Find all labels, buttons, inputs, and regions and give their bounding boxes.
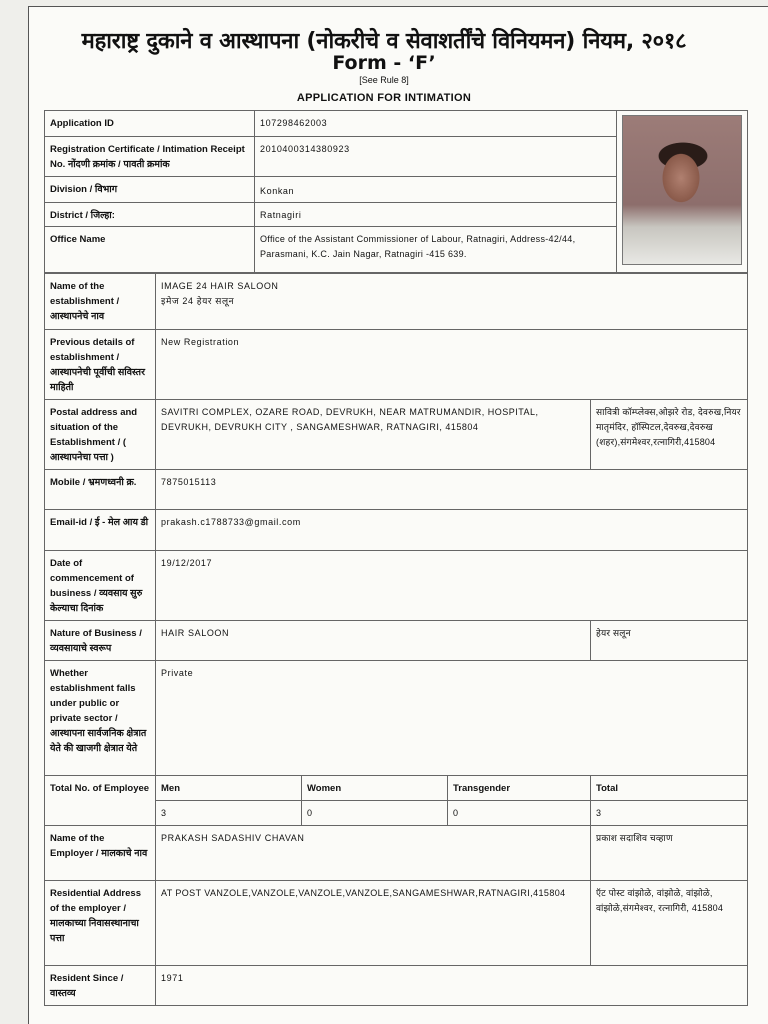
total-employees-label: Total No. of Employee: [45, 776, 156, 826]
photo-cell: [617, 111, 748, 273]
establishment-name-mr: इमेज 24 हेयर सलून: [161, 296, 235, 306]
form-title-marathi: महाराष्ट्र दुकाने व आस्थापना (नोकरीचे व सेवाशर्तींचे विनियमन) नियम, २०१८: [81, 29, 687, 54]
total-header: Total: [591, 776, 748, 801]
office-name-label: Office Name: [45, 227, 255, 273]
business-nature-label: Nature of Business / व्यवसायाचे स्वरूप: [45, 621, 156, 661]
transgender-header: Transgender: [448, 776, 591, 801]
form-name: Form - ‘F’: [332, 52, 436, 74]
residential-address-en: AT POST VANZOLE,VANZOLE,VANZOLE,VANZOLE,SANGAMESHWAR,RATNAGIRI,415804: [156, 881, 591, 966]
women-count: 0: [302, 801, 448, 826]
registration-label: Registration Certificate / Intimation Receipt No. नोंदणी क्रमांक / पावती क्रमांक: [45, 137, 255, 177]
establishment-details-table: [44, 273, 748, 1006]
men-count: 3: [156, 801, 302, 826]
postal-address-label: Postal address and situation of the Establishment / ( आस्थापनेचा पत्ता ): [45, 400, 156, 470]
establishment-name-en: IMAGE 24 HAIR SALOON: [161, 281, 279, 291]
mobile-label: Mobile / भ्रमणध्वनी क्र.: [45, 470, 156, 510]
resident-since-value: 1971: [156, 966, 748, 1006]
sector-value: Private: [156, 661, 748, 776]
employer-name-en: PRAKASH SADASHIV CHAVAN: [156, 826, 591, 881]
postal-address-en: SAVITRI COMPLEX, OZARE ROAD, DEVRUKH, NEAR MATRUMANDIR, HOSPITAL, DEVRUKH, DEVRUKH CITY , SANGAMESHWAR, RATNAGIRI, 415804: [156, 400, 591, 470]
women-header: Women: [302, 776, 448, 801]
email-value: prakash.c1788733@gmail.com: [156, 510, 748, 551]
business-nature-en: HAIR SALOON: [156, 621, 591, 661]
application-subtitle: APPLICATION FOR INTIMATION: [296, 92, 472, 104]
transgender-count: 0: [448, 801, 591, 826]
previous-details-label: Previous details of establishment / आस्थापनेची पूर्वीची सविस्तर माहिती: [45, 330, 156, 400]
application-id-label: Application ID: [45, 111, 255, 137]
employer-name-label: Name of the Employer / मालकाचे नाव: [45, 826, 156, 881]
establishment-name-cell: [156, 274, 748, 330]
applicant-photo: [622, 115, 742, 265]
residential-address-label: Residential Address of the employer / मालकाच्या निवासस्थानाचा पत्ता: [45, 881, 156, 966]
office-name-value: Office of the Assistant Commissioner of Labour, Ratnagiri, Address-42/44, Parasmani, K.C. Jain Nagar, Ratnagiri -415 639.: [255, 227, 617, 273]
email-label: Email-id / ई - मेल आय डी: [45, 510, 156, 551]
postal-address-mr: सावित्री कॉम्प्लेक्स,ओझरे रोड, देवरुख,नियर मातृमंदिर, हॉस्पिटल,देवरुख,देवरुख (शहर),संगमेश्वर,रत्नागिरी,415804: [591, 400, 748, 470]
rule-reference: [See Rule 8]: [359, 75, 409, 85]
header-details-table: [44, 110, 748, 273]
division-label: Division / विभाग: [45, 177, 255, 203]
resident-since-label: Resident Since / वास्तव्य: [45, 966, 156, 1006]
total-count: 3: [591, 801, 748, 826]
establishment-name-label: Name of the establishment / आस्थापनेचे नाव: [45, 274, 156, 330]
district-value: Ratnagiri: [255, 203, 617, 227]
business-nature-mr: हेयर सलून: [591, 621, 748, 661]
district-label: District / जिल्हा:: [45, 203, 255, 227]
commencement-date-value: 19/12/2017: [156, 551, 748, 621]
residential-address-mr: ऍट पोस्ट वांझोळे, वांझोळे, वांझोळे, वांझोळे,संगमेश्वर, रत्नागिरी, 415804: [591, 881, 748, 966]
mobile-value: 7875015113: [156, 470, 748, 510]
division-value: Konkan: [255, 177, 617, 203]
commencement-date-label: Date of commencement of business / व्यवसाय सुरु केल्याचा दिनांक: [45, 551, 156, 621]
employer-name-mr: प्रकाश सदाशिव चव्हाण: [591, 826, 748, 881]
sector-label: Whether establishment falls under public or private sector / आस्थापना सार्वजनिक क्षेत्रात येते की खाजगी क्षेत्रात येते: [45, 661, 156, 776]
men-header: Men: [156, 776, 302, 801]
registration-value: 2010400314380923: [255, 137, 617, 177]
previous-details-value: New Registration: [156, 330, 748, 400]
application-id-value: 107298462003: [255, 111, 617, 137]
